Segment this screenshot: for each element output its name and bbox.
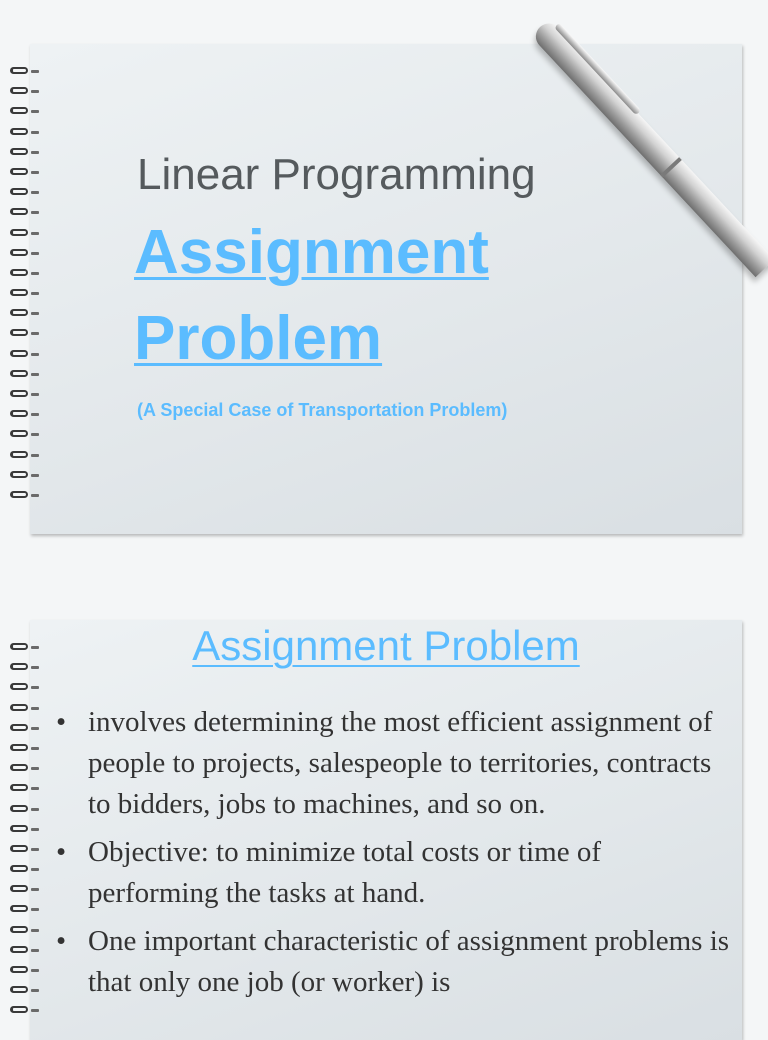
spiral-binding-icon xyxy=(10,640,40,1024)
bullet-icon: • xyxy=(56,925,67,957)
list-item xyxy=(56,702,736,825)
slide-subtitle: (A Special Case of Transportation Problem) xyxy=(137,400,508,420)
list-item xyxy=(56,832,736,914)
bullet-icon: • xyxy=(56,836,67,868)
spiral-binding-icon xyxy=(10,64,40,508)
title-line-1: Assignment xyxy=(134,218,489,287)
bullet-list xyxy=(56,702,736,1010)
bullet-text: Objective: to minimize total costs or time of performing the tasks at hand. xyxy=(88,836,602,909)
list-item xyxy=(56,921,736,1003)
slide-title xyxy=(134,210,489,382)
title-line-2: Problem xyxy=(134,304,383,373)
bullet-text: One important characteristic of assignment problems is that only one job (or worker) is xyxy=(88,925,730,998)
slide-heading: Linear Programming xyxy=(137,150,536,199)
bullet-text: involves determining the most efficient assignment of people to projects, salespeople to territories, contracts to bidders, jobs to machines, and so on. xyxy=(88,706,713,820)
bullet-icon: • xyxy=(56,706,67,738)
section-title: Assignment Problem xyxy=(192,622,580,669)
content-slide xyxy=(30,620,742,1040)
